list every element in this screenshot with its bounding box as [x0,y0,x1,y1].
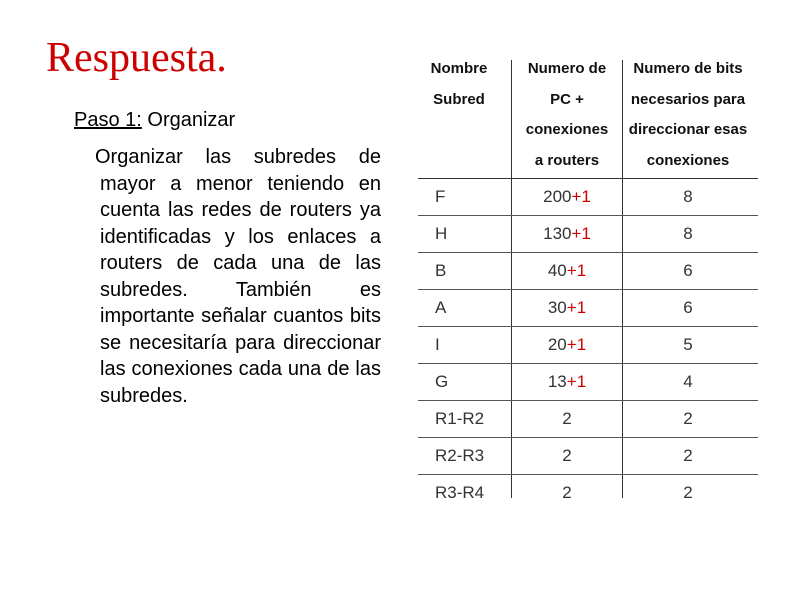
step-heading [74,108,235,132]
cell-bits: 4 [683,372,693,391]
cell-bits: 6 [683,298,693,317]
table-row [418,179,758,216]
table-row [418,364,758,401]
cell-bits: 2 [683,446,693,465]
pc-count: 2 [562,446,572,465]
router-link: +1 [571,224,591,243]
router-link: +1 [566,372,587,391]
pc-count: 200 [543,187,572,206]
cell-bits: 8 [683,224,693,243]
cell-pc [512,253,622,289]
header-line: conexiones [525,121,609,138]
cell-pc [512,401,622,437]
cell-pc [512,364,622,400]
step-text: Organizar [141,109,236,131]
step-label: Paso 1: [74,109,142,131]
cell-pc [512,290,622,326]
header-line: necesarios para [630,90,746,108]
cell-subnet: G [435,372,449,391]
cell-subnet: R1-R2 [435,409,485,428]
cell-bits: 5 [683,335,693,354]
table-row [418,216,758,253]
header-line: direccionar esas [628,121,748,138]
header-line: Nombre [430,60,488,77]
table-row [418,290,758,327]
cell-subnet: R3-R4 [435,483,485,502]
router-link: +1 [566,298,587,317]
cell-pc [512,438,622,474]
cell-pc [512,327,622,363]
table-row [418,475,758,511]
router-link: +1 [566,261,587,280]
cell-subnet: A [435,298,447,317]
cell-bits: 2 [683,483,693,502]
cell-pc [512,179,622,215]
cell-subnet: R2-R3 [435,446,485,465]
pc-count: 2 [562,409,572,428]
table-row [418,438,758,475]
table-row [418,327,758,364]
pc-count: 130 [543,224,572,243]
pc-count: 40 [547,261,567,280]
header-bits-needed [623,54,753,176]
cell-subnet: H [435,224,448,243]
table-row [418,401,758,438]
header-line: Subred [433,90,485,108]
router-link: +1 [571,187,591,206]
cell-subnet: F [435,187,446,206]
cell-pc [512,475,622,511]
cell-pc [512,216,622,252]
cell-bits: 2 [683,409,693,428]
header-line: a routers [534,151,600,169]
table-row [418,253,758,290]
cell-subnet: B [435,261,447,280]
step-description-text: Organizar las subredes de mayor a menor teniendo en cuenta las redes de routers ya identificadas y los enlaces a routers de cada una de las subredes. También es importante señalar cuantos bits se necesitaría para direccionar las conexiones cada una de las subredes. [95,146,381,407]
header-pc-connections [512,54,622,176]
router-link: +1 [566,335,587,354]
pc-count: 13 [547,372,567,391]
header-line: PC + [550,90,584,108]
pc-count: 20 [547,335,567,354]
header-subnet-name [418,54,500,176]
step-description [95,144,381,409]
cell-bits: 6 [683,261,693,280]
cell-bits: 8 [683,187,693,206]
table-body [418,179,758,511]
header-line: Numero de [527,60,607,77]
pc-count: 2 [562,483,572,502]
slide-title: Respuesta. [46,35,227,81]
header-line: Numero de bits [633,60,743,77]
cell-subnet: I [435,335,440,354]
header-line: conexiones [646,151,730,169]
pc-count: 30 [547,298,567,317]
